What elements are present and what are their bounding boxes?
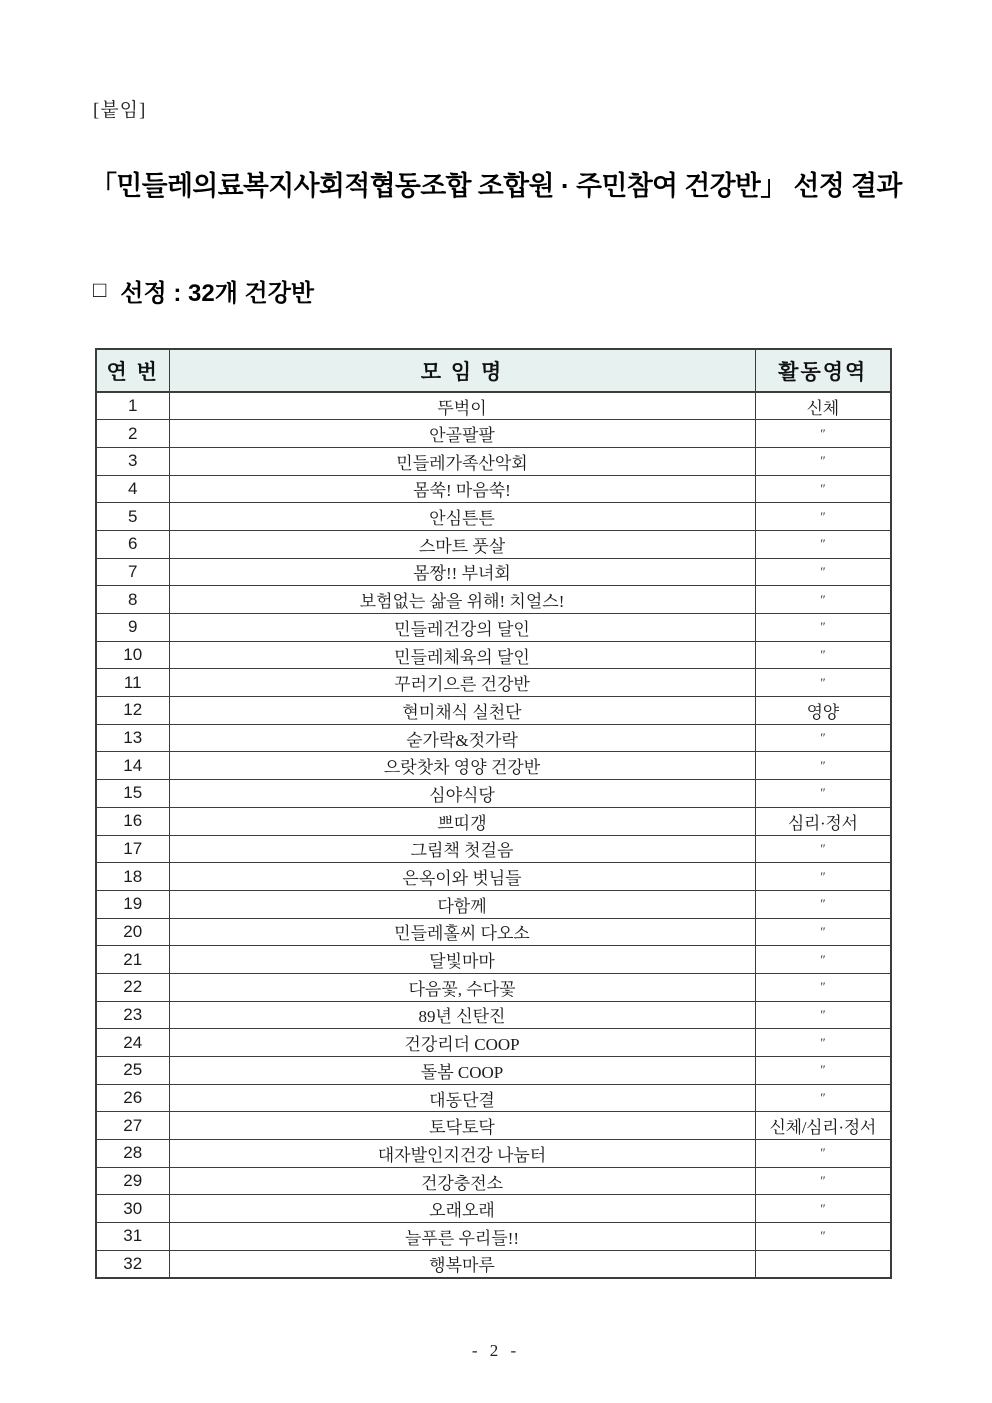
group-name: 그림책 첫걸음 <box>169 835 755 863</box>
group-name: 몸쑥! 마음쑥! <box>169 475 755 503</box>
activity-area-ditto: ″ <box>755 1001 891 1029</box>
table-row <box>96 1167 891 1195</box>
table-row <box>96 1195 891 1223</box>
group-name: 으랏찻차 영양 건강반 <box>169 752 755 780</box>
group-name: 건강리더 COOP <box>169 1029 755 1057</box>
group-name: 건강충전소 <box>169 1167 755 1195</box>
activity-area-ditto: ″ <box>755 1140 891 1168</box>
activity-area-ditto: ″ <box>755 530 891 558</box>
group-name: 대동단결 <box>169 1084 755 1112</box>
row-number: 6 <box>96 530 169 558</box>
group-name: 보험없는 삶을 위해! 치얼스! <box>169 586 755 614</box>
activity-area-ditto: ″ <box>755 586 891 614</box>
col-header-number: 연 번 <box>96 349 169 392</box>
row-number: 19 <box>96 890 169 918</box>
row-number: 13 <box>96 724 169 752</box>
group-name: 돌봄 COOP <box>169 1057 755 1085</box>
row-number: 27 <box>96 1112 169 1140</box>
activity-area-ditto: ″ <box>755 780 891 808</box>
col-header-group-name: 모 임 명 <box>169 349 755 392</box>
group-name: 오래오래 <box>169 1195 755 1223</box>
activity-area-ditto: ″ <box>755 863 891 891</box>
table-row <box>96 1029 891 1057</box>
table-row <box>96 1001 891 1029</box>
page-title: 「민들레의료복지사회적협동조합 조합원 · 주민참여 건강반」 선정 결과 <box>90 171 902 201</box>
table-row <box>96 1084 891 1112</box>
table-row <box>96 918 891 946</box>
group-name: 토닥토닥 <box>169 1112 755 1140</box>
row-number: 10 <box>96 641 169 669</box>
table-row <box>96 890 891 918</box>
table-row <box>96 973 891 1001</box>
group-name: 다음꽃, 수다꽃 <box>169 973 755 1001</box>
table-row <box>96 1140 891 1168</box>
activity-area-ditto: ″ <box>755 1084 891 1112</box>
table-row <box>96 1057 891 1085</box>
row-number: 1 <box>96 392 169 420</box>
activity-area: 심리·정서 <box>755 807 891 835</box>
table-row <box>96 586 891 614</box>
group-name: 뚜벅이 <box>169 392 755 420</box>
selection-summary-text: 선정 : 32개 건강반 <box>120 280 315 307</box>
activity-area-ditto: ″ <box>755 946 891 974</box>
row-number: 26 <box>96 1084 169 1112</box>
table-row <box>96 392 891 420</box>
table-container <box>95 348 897 1279</box>
selection-summary <box>93 273 992 308</box>
activity-area <box>755 1250 891 1278</box>
table-row <box>96 697 891 725</box>
table-row <box>96 807 891 835</box>
selection-table <box>95 348 892 1279</box>
row-number: 5 <box>96 503 169 531</box>
table-row <box>96 641 891 669</box>
activity-area-ditto: ″ <box>755 614 891 642</box>
activity-area-ditto: ″ <box>755 1167 891 1195</box>
row-number: 14 <box>96 752 169 780</box>
row-number: 20 <box>96 918 169 946</box>
table-row <box>96 1112 891 1140</box>
group-name: 민들레가족산악회 <box>169 447 755 475</box>
activity-area-ditto: ″ <box>755 1057 891 1085</box>
row-number: 16 <box>96 807 169 835</box>
row-number: 7 <box>96 558 169 586</box>
activity-area-ditto: ″ <box>755 420 891 448</box>
group-name: 심야식당 <box>169 780 755 808</box>
activity-area-ditto: ″ <box>755 1223 891 1251</box>
row-number: 3 <box>96 447 169 475</box>
row-number: 23 <box>96 1001 169 1029</box>
group-name: 달빛마마 <box>169 946 755 974</box>
row-number: 31 <box>96 1223 169 1251</box>
table-row <box>96 669 891 697</box>
row-number: 12 <box>96 697 169 725</box>
row-number: 21 <box>96 946 169 974</box>
activity-area-ditto: ″ <box>755 1029 891 1057</box>
row-number: 17 <box>96 835 169 863</box>
activity-area-ditto: ″ <box>755 890 891 918</box>
activity-area-ditto: ″ <box>755 752 891 780</box>
table-row <box>96 447 891 475</box>
row-number: 4 <box>96 475 169 503</box>
activity-area-ditto: ″ <box>755 503 891 531</box>
activity-area-ditto: ″ <box>755 558 891 586</box>
group-name: 다함께 <box>169 890 755 918</box>
table-row <box>96 420 891 448</box>
table-row <box>96 558 891 586</box>
activity-area-ditto: ″ <box>755 669 891 697</box>
group-name: 안골팔팔 <box>169 420 755 448</box>
row-number: 8 <box>96 586 169 614</box>
row-number: 11 <box>96 669 169 697</box>
square-bullet-icon: □ <box>93 276 107 302</box>
row-number: 2 <box>96 420 169 448</box>
group-name: 꾸러기으른 건강반 <box>169 669 755 697</box>
group-name: 스마트 풋살 <box>169 530 755 558</box>
group-name: 숟가락&젓가락 <box>169 724 755 752</box>
group-name: 현미채식 실천단 <box>169 697 755 725</box>
group-name: 민들레건강의 달인 <box>169 614 755 642</box>
activity-area: 영양 <box>755 697 891 725</box>
activity-area-ditto: ″ <box>755 724 891 752</box>
row-number: 22 <box>96 973 169 1001</box>
group-name: 은옥이와 벗님들 <box>169 863 755 891</box>
table-row <box>96 780 891 808</box>
row-number: 28 <box>96 1140 169 1168</box>
activity-area: 신체/심리·정서 <box>755 1112 891 1140</box>
activity-area-ditto: ″ <box>755 641 891 669</box>
table-row <box>96 614 891 642</box>
group-name: 쁘띠갱 <box>169 807 755 835</box>
table-row <box>96 475 891 503</box>
row-number: 32 <box>96 1250 169 1278</box>
activity-area-ditto: ″ <box>755 447 891 475</box>
group-name: 늘푸른 우리들!! <box>169 1223 755 1251</box>
row-number: 25 <box>96 1057 169 1085</box>
group-name: 대자발인지건강 나눔터 <box>169 1140 755 1168</box>
activity-area-ditto: ″ <box>755 1195 891 1223</box>
activity-area-ditto: ″ <box>755 918 891 946</box>
row-number: 24 <box>96 1029 169 1057</box>
group-name: 민들레홀씨 다오소 <box>169 918 755 946</box>
group-name: 89년 신탄진 <box>169 1001 755 1029</box>
row-number: 29 <box>96 1167 169 1195</box>
table-row <box>96 503 891 531</box>
row-number: 30 <box>96 1195 169 1223</box>
table-row <box>96 835 891 863</box>
group-name: 몸짱!! 부녀회 <box>169 558 755 586</box>
table-row <box>96 863 891 891</box>
row-number: 15 <box>96 780 169 808</box>
activity-area-ditto: ″ <box>755 973 891 1001</box>
activity-area-ditto: ″ <box>755 475 891 503</box>
group-name: 안심튼튼 <box>169 503 755 531</box>
table-row <box>96 1250 891 1278</box>
table-header-row <box>96 349 891 392</box>
table-row <box>96 752 891 780</box>
activity-area: 신체 <box>755 392 891 420</box>
page-number: - 2 - <box>471 1341 521 1360</box>
table-row <box>96 1223 891 1251</box>
attachment-label: [붙임] <box>93 100 147 121</box>
group-name: 행복마루 <box>169 1250 755 1278</box>
group-name: 민들레체육의 달인 <box>169 641 755 669</box>
table-row <box>96 946 891 974</box>
activity-area-ditto: ″ <box>755 835 891 863</box>
table-row <box>96 724 891 752</box>
row-number: 18 <box>96 863 169 891</box>
row-number: 9 <box>96 614 169 642</box>
col-header-activity-area: 활동영역 <box>755 349 891 392</box>
table-body <box>96 392 891 1278</box>
table-row <box>96 530 891 558</box>
